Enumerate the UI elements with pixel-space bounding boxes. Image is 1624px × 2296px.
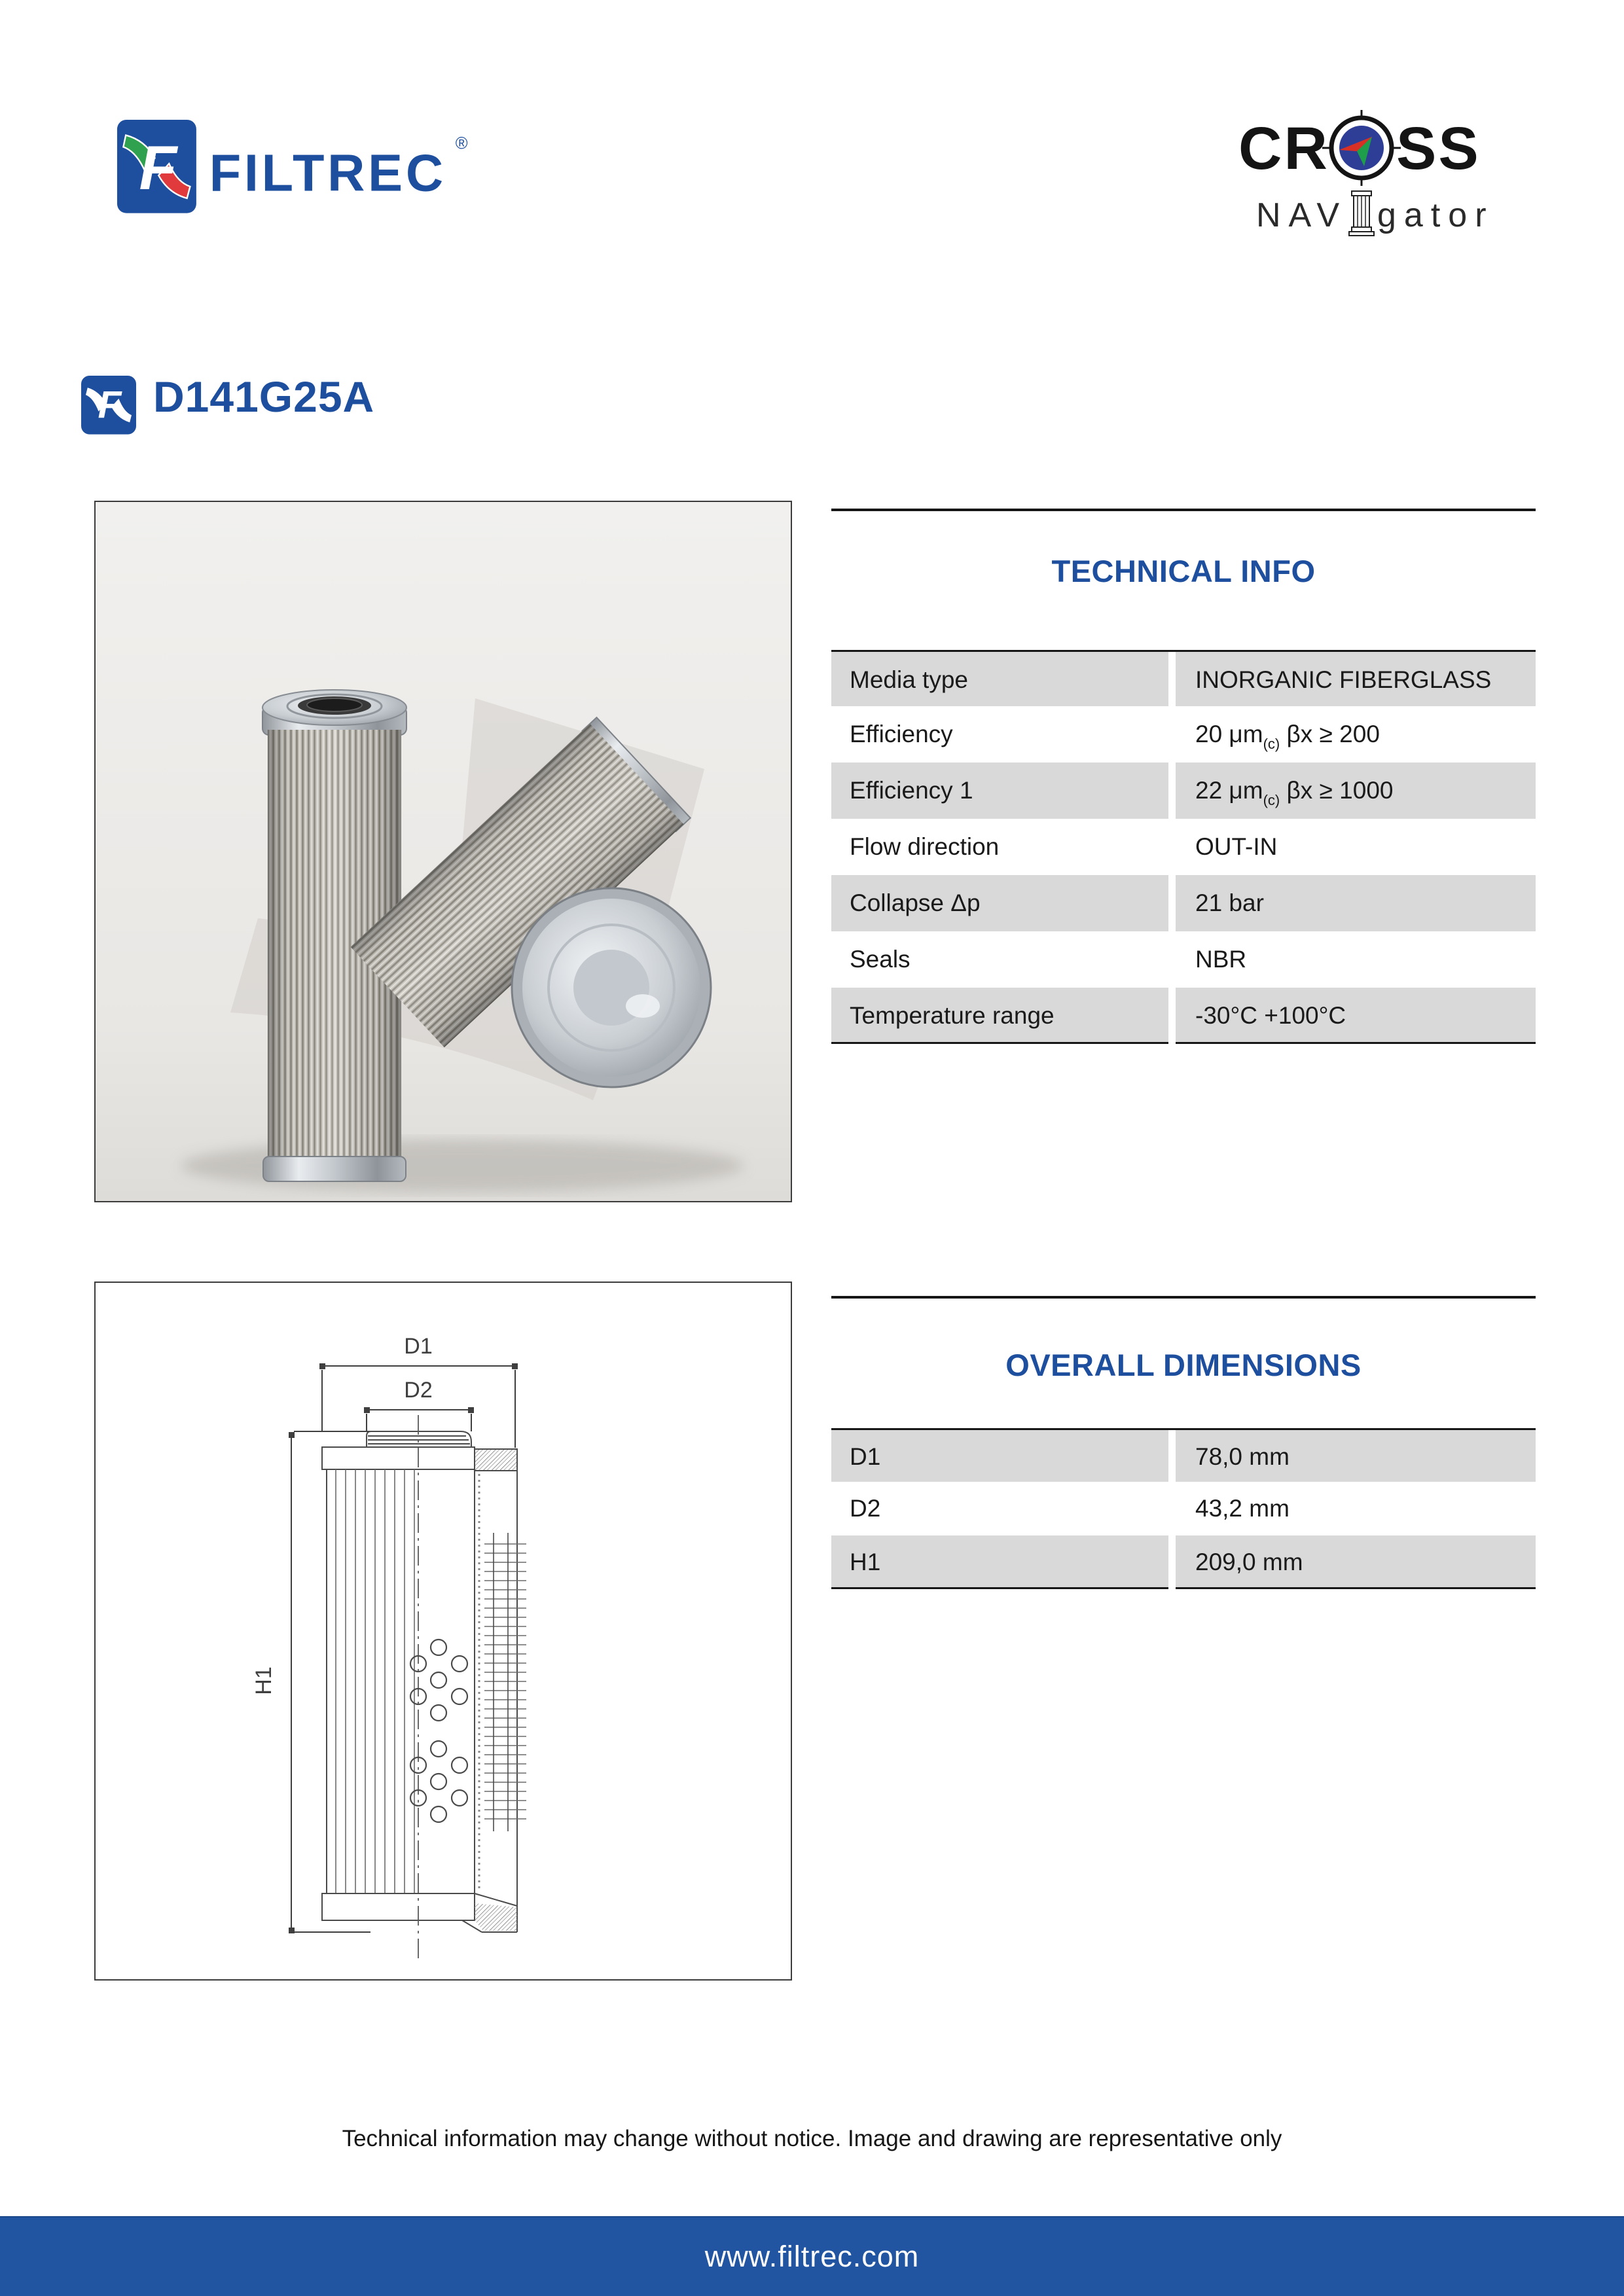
- column-gap: [1168, 988, 1176, 1044]
- photo-backdrop: [96, 502, 791, 1201]
- column-gap: [1168, 762, 1176, 819]
- navigator-text-right: gator: [1377, 196, 1494, 234]
- table-row: [831, 988, 1536, 1044]
- product-code-title: D141G25A: [153, 372, 375, 421]
- dimension-d2: [364, 1407, 474, 1431]
- tech-section-heading: TECHNICAL INFO: [1051, 554, 1316, 588]
- column-gap: [1168, 875, 1176, 931]
- row-label: H1: [831, 1535, 1168, 1589]
- product-photo: [94, 501, 792, 1202]
- table-row: [831, 1535, 1536, 1589]
- column-gap: [1168, 819, 1176, 875]
- tech-section-rule: [831, 509, 1536, 511]
- row-label: D2: [850, 1495, 881, 1522]
- row-value: 43,2 mm: [1195, 1495, 1290, 1522]
- registered-mark-icon: ®: [455, 134, 468, 153]
- filtrec-logo-graphic: [117, 119, 475, 215]
- overall-dimensions-table: [831, 1428, 1536, 1589]
- dims-section-rule: [831, 1296, 1536, 1299]
- svg-text:F: F: [98, 384, 122, 427]
- dimension-d2-label: D2: [404, 1378, 433, 1403]
- filtrec-logo-wordmark: FILTREC: [209, 143, 446, 202]
- cross-text-right: SS: [1396, 115, 1481, 182]
- dimension-d1-label: D1: [404, 1334, 433, 1359]
- product-title-icon: [81, 376, 136, 435]
- table-row: [831, 1428, 1536, 1482]
- row-value: OUT-IN: [1195, 833, 1278, 860]
- dimension-d1: [319, 1363, 518, 1448]
- row-value: INORGANIC FIBERGLASS: [1176, 650, 1536, 706]
- column-gap: [1168, 1482, 1176, 1535]
- navigator-text-left: NAV: [1255, 196, 1347, 234]
- row-value: 78,0 mm: [1176, 1428, 1536, 1482]
- dims-section-heading: OVERALL DIMENSIONS: [1005, 1348, 1362, 1382]
- filter-section-outline: [322, 1431, 526, 1932]
- table-row: [831, 706, 1536, 762]
- column-gap: [1168, 1535, 1176, 1589]
- row-value: NBR: [1195, 946, 1247, 973]
- column-gap: [1168, 931, 1176, 988]
- column-gap: [1168, 1428, 1176, 1482]
- cross-navigator-graphic: [1237, 109, 1533, 247]
- row-label: D1: [831, 1428, 1168, 1482]
- table-row: [831, 819, 1536, 875]
- row-label: Temperature range: [831, 988, 1168, 1044]
- dimension-h1-label: H1: [251, 1666, 276, 1695]
- column-i-icon: [1349, 191, 1374, 236]
- technical-drawing-graphic: [96, 1283, 791, 1979]
- bottom-bar: [0, 2216, 1624, 2296]
- row-label: Efficiency: [850, 721, 953, 747]
- table-row: [831, 931, 1536, 988]
- column-gap: [1168, 650, 1176, 706]
- row-value: 22 $\mu m_{(c)}$ βx ≥ 1000: [1176, 762, 1536, 819]
- row-label: Seals: [850, 946, 911, 973]
- cross-text-left: CR: [1238, 115, 1329, 182]
- compass-icon: [1322, 110, 1401, 186]
- row-value: -30°C +100°C: [1176, 988, 1536, 1044]
- table-row: [831, 875, 1536, 931]
- table-row: [831, 650, 1536, 706]
- row-label: Media type: [831, 650, 1168, 706]
- row-label: Collapse Δp: [831, 875, 1168, 931]
- column-gap: [1168, 706, 1176, 762]
- technical-info-table: [831, 650, 1536, 1044]
- website-url: www.filtrec.com: [704, 2240, 920, 2273]
- disclaimer-text: Technical information may change without notice. Image and drawing are representative only: [342, 2126, 1282, 2151]
- table-row: [831, 762, 1536, 819]
- row-value: 209,0 mm: [1176, 1535, 1536, 1589]
- filtrec-logo: [117, 119, 475, 219]
- row-value: 21 bar: [1176, 875, 1536, 931]
- cross-navigator-logo: [1237, 109, 1533, 247]
- filtrec-logo-f: F: [139, 133, 177, 203]
- product-photo-graphic: [96, 502, 791, 1201]
- row-label: Flow direction: [850, 833, 1000, 860]
- row-label: Efficiency 1: [831, 762, 1168, 819]
- row-value: 20 $\mu m_{(c)}$ βx ≥ 200: [1195, 721, 1380, 752]
- table-row: [831, 1482, 1536, 1535]
- technical-drawing: [94, 1282, 792, 1981]
